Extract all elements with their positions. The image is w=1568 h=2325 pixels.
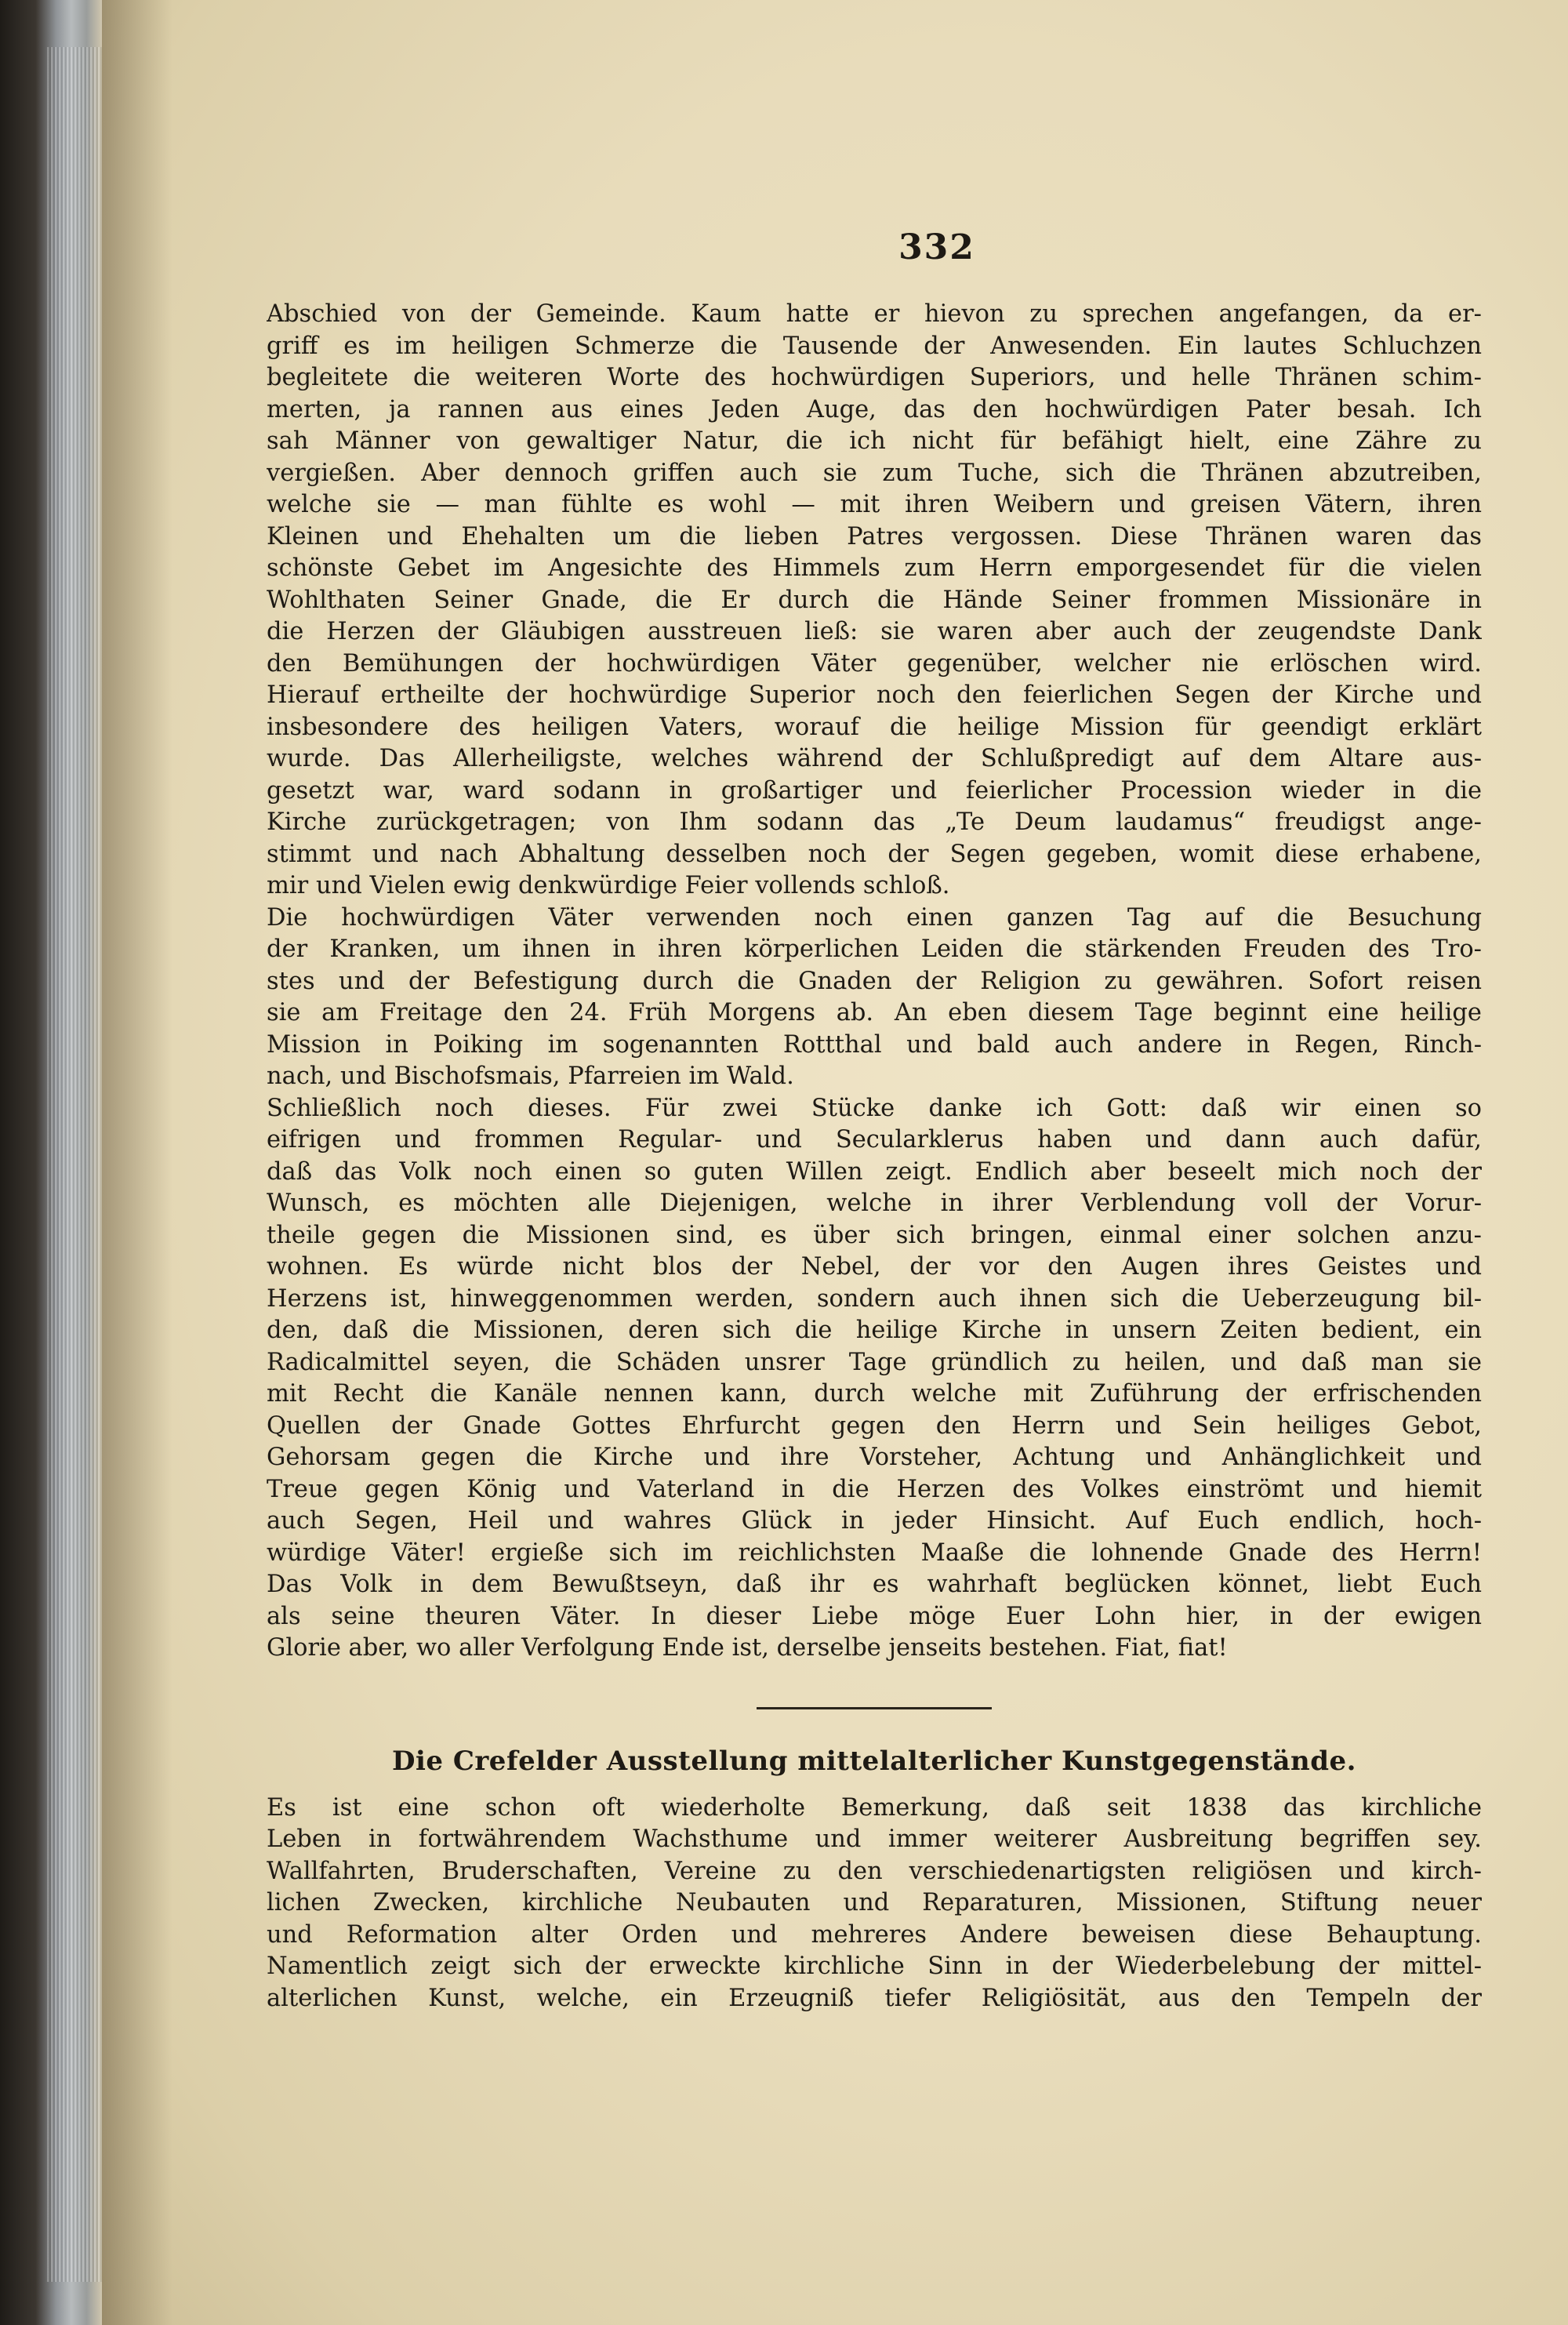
text-line: Kirche zurückgetragen; von Ihm sodann das „Te Deum laudamus“ freudigst ange- [267,808,1482,836]
page-number: 332 [898,227,975,267]
text-line: welche sie — man fühlte es wohl — mit ihren Weibern und greisen Vätern, ihren [267,491,1482,518]
section-crefeld-exhibition [267,1793,1482,2015]
text-line: Gehorsam gegen die Kirche und ihre Vorsteher, Achtung und Anhänglichkeit und [267,1444,1482,1471]
text-line: Schließlich noch dieses. Für zwei Stücke danke ich Gott: daß wir einen so [267,1094,1482,1122]
text-line: Namentlich zeigt sich der erweckte kirchliche Sinn in der Wiederbelebung der mittel- [267,1953,1482,1980]
book-page-edges [0,0,102,2325]
text-line: griff es im heiligen Schmerze die Tausende der Anwesenden. Ein lautes Schluchzen [267,332,1482,360]
text-line: Abschied von der Gemeinde. Kaum hatte er hievon zu sprechen angefangen, da er- [267,300,1482,328]
text-line: würdige Väter! ergieße sich im reichlichsten Maaße die lohnende Gnade des Herrn! [267,1538,1482,1567]
text-line: sah Männer von gewaltiger Natur, die ich nicht für befähigt hielt, eine Zähre zu [267,427,1482,455]
text-line: Hierauf ertheilte der hochwürdige Superior noch den feierlichen Segen der Kirche und [267,681,1482,709]
text-line: Herzens ist, hinweggenommen werden, sondern auch ihnen sich die Ueberzeugung bil- [267,1284,1482,1313]
text-line: wohnen. Es würde nicht blos der Nebel, der vor den Augen ihres Geistes und [267,1253,1482,1281]
text-line: den, daß die Missionen, deren sich die heilige Kirche in unsern Zeiten bedient, ein [267,1317,1482,1344]
page-text-block [267,227,1482,2014]
text-line: Glorie aber, wo aller Verfolgung Ende ist, derselbe jenseits bestehen. Fiat, fiat! [267,1634,1228,1662]
text-line: und Reformation alter Orden und mehreres Andere beweisen diese Behauptung. [267,1920,1482,1949]
text-line: den Bemühungen der hochwürdigen Väter gegenüber, welcher nie erlöschen wird. [267,649,1482,678]
text-line: Es ist eine schon oft wiederholte Bemerkung, daß seit 1838 das kirchliche [267,1793,1482,1822]
text-line: insbesondere des heiligen Vaters, worauf die heilige Mission für geendigt erklärt [267,713,1482,741]
text-line: der Kranken, um ihnen in ihren körperlichen Leiden die stärkenden Freuden des Tro- [267,935,1482,963]
text-line: Radicalmittel seyen, die Schäden unsrer Tage gründlich zu heilen, und daß man sie [267,1348,1482,1376]
text-line: daß das Volk noch einen so guten Willen zeigt. Endlich aber beseelt mich noch der [267,1157,1482,1186]
text-line: lichen Zwecken, kirchliche Neubauten und Reparaturen, Missionen, Stiftung neuer [267,1889,1482,1916]
text-line: Wunsch, es möchten alle Diejenigen, welche in ihrer Verblendung voll der Vorur- [267,1190,1482,1217]
text-line: gesetzt war, ward sodann in großartiger und feierlicher Procession wieder in die [267,776,1482,805]
text-line: vergießen. Aber dennoch griffen auch sie zum Tuche, sich die Thränen abzutreiben, [267,459,1482,487]
section-mission-report [267,299,1482,1665]
text-line: Die hochwürdigen Väter verwenden noch einen ganzen Tag auf die Besuchung [267,903,1482,932]
text-line: alterlichen Kunst, welche, ein Erzeugniß tiefer Religiösität, aus den Tempeln der [267,1984,1482,2012]
gutter-shadow [102,0,172,2325]
text-line: wurde. Das Allerheiligste, welches während der Schlußpredigt auf dem Altare aus- [267,745,1482,772]
text-line: Treue gegen König und Vaterland in die Herzen des Volkes einströmt und hiemit [267,1475,1482,1503]
text-line: nach, und Bischofsmais, Pfarreien im Wald. [267,1063,794,1090]
text-line: eifrigen und frommen Regular- und Secularklerus haben und dann auch dafür, [267,1126,1482,1153]
text-line: merten, ja rannen aus eines Jeden Auge, das den hochwürdigen Pater besah. Ich [267,395,1482,423]
text-line: Leben in fortwährendem Wachsthume und immer weiterer Ausbreitung begriffen sey. [267,1825,1482,1853]
text-line: Quellen der Gnade Gottes Ehrfurcht gegen den Herrn und Sein heiliges Gebot, [267,1411,1482,1440]
text-line: theile gegen die Missionen sind, es über sich bringen, einmal einer solchen anzu- [267,1221,1482,1249]
text-line: mit Recht die Kanäle nennen kann, durch welche mit Zuführung der erfrischenden [267,1380,1482,1408]
text-line: Kleinen und Ehehalten um die lieben Patres vergossen. Diese Thränen waren das [267,522,1482,550]
text-line: sie am Freitage den 24. Früh Morgens ab. An eben diesem Tage beginnt eine heilige [267,999,1482,1026]
text-line: Mission in Poiking im sogenannten Rottthal und bald auch andere in Regen, Rinch- [267,1030,1482,1059]
text-line: mir und Vielen ewig denkwürdige Feier vollends schloß. [267,872,950,899]
text-line: schönste Gebet im Angesichte des Himmels zum Herrn emporgesendet für die vielen [267,554,1482,582]
text-line: Wohlthaten Seiner Gnade, die Er durch die Hände Seiner frommen Missionäre in [267,586,1482,614]
text-line: Wallfahrten, Bruderschaften, Vereine zu den verschiedenartigsten religiösen und kirch- [267,1857,1482,1885]
text-line: stimmt und nach Abhaltung desselben noch der Segen gegeben, womit diese erhabene, [267,840,1482,868]
page-stack-lines [47,47,102,2282]
section-divider [757,1707,992,1709]
text-line: die Herzen der Gläubigen ausstreuen ließ: sie waren aber auch der zeugendste Dank [267,618,1482,645]
text-line: Das Volk in dem Bewußtseyn, daß ihr es wahrhaft beglücken könnet, liebt Euch [267,1571,1482,1598]
article-heading: Die Crefelder Ausstellung mittelalterlicher Kunstgegenstände. [391,1745,1357,1777]
text-line: stes und der Befestigung durch die Gnaden der Religion zu gewähren. Sofort reisen [267,967,1482,995]
text-line: als seine theuren Väter. In dieser Liebe möge Euer Lohn hier, in der ewigen [267,1602,1482,1630]
text-line: begleitete die weiteren Worte des hochwürdigen Superiors, und helle Thränen schim- [267,364,1482,391]
text-line: auch Segen, Heil und wahres Glück in jeder Hinsicht. Auf Euch endlich, hoch- [267,1507,1482,1535]
